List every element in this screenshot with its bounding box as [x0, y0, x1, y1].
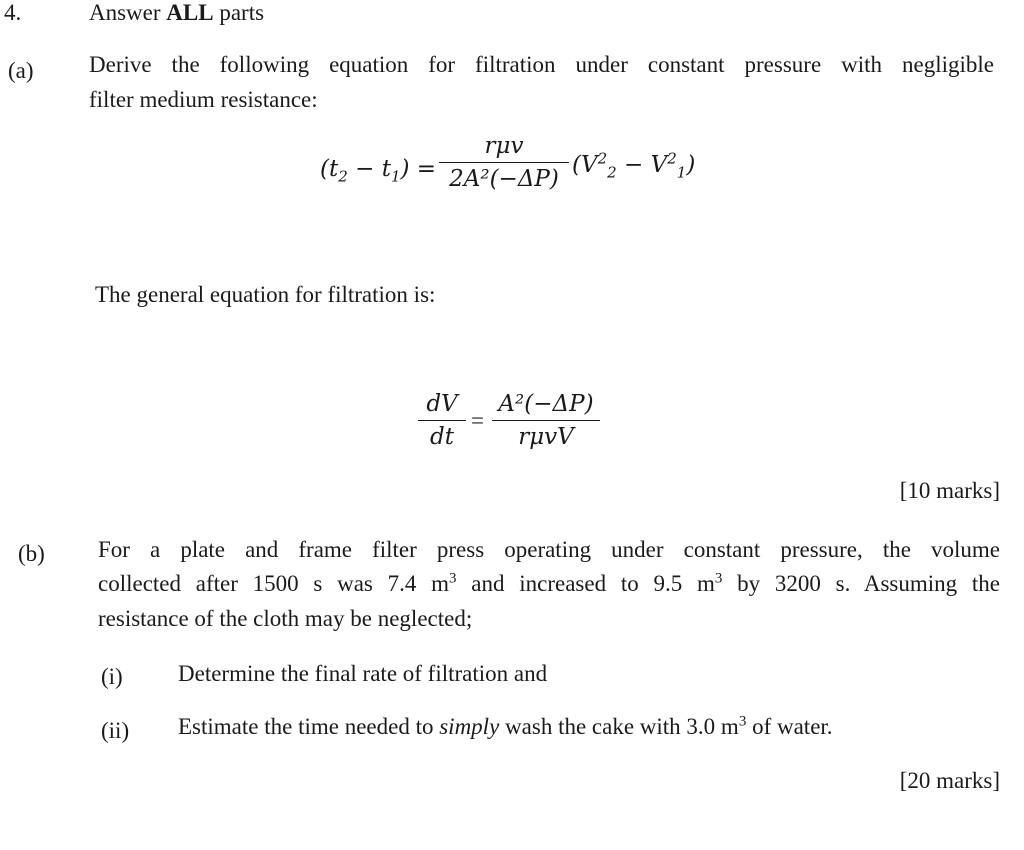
question-instruction — [89, 0, 264, 26]
equation1-fraction-bar — [439, 162, 569, 163]
equation2-rhs-bar — [492, 420, 600, 421]
general-equation-text: The general equation for filtration is: — [95, 282, 436, 307]
equation1-denominator: 2A²(−ΔP) — [449, 166, 559, 192]
equation2-rhs-denominator: rμvV — [518, 424, 574, 450]
part-b-line2: collected after 1500 s was 7.4 $m^3$ and increased to 9.5 $m^3$ by 3200 s. Assuming the — [98, 570, 1000, 596]
equation1-lhs: $(t_2 - t_1)$ = — [320, 156, 437, 186]
equation1-numerator: rμv — [484, 133, 524, 159]
part-a-line2: filter medium resistance: — [89, 87, 318, 112]
instruction-bold: ALL — [166, 0, 214, 25]
part-a-label: (a) — [8, 58, 34, 83]
equation1-fraction — [439, 133, 569, 192]
equation2-equals: = — [471, 408, 484, 433]
question-number: 4. — [4, 0, 22, 25]
part-a-line1: Derive the following equation for filtration under constant pressure with negligible — [89, 52, 994, 77]
equation2-rhs-fraction — [492, 391, 600, 450]
sub-ii-label: (ii) — [101, 718, 130, 743]
equation2-lhs-bar — [418, 420, 466, 421]
equation2-lhs-denominator: dt — [430, 424, 454, 450]
instruction-prefix: Answer — [89, 0, 167, 25]
part-b-line3: resistance of the cloth may be neglected; — [98, 606, 473, 631]
equation1-tail: $(V^2_2 - V^2_1)$ — [572, 149, 696, 182]
equation2-lhs-fraction — [418, 391, 466, 450]
part-a-marks: [10 marks] — [899, 478, 1000, 503]
sub-i-label: (i) — [101, 664, 123, 689]
sub-ii-text: Estimate the time needed to simply wash the cake with 3.0 $m^3$ of water. — [178, 713, 833, 739]
sub-i-text: Determine the final rate of filtration and — [178, 661, 548, 686]
part-b-marks: [20 marks] — [899, 768, 1000, 793]
part-b-label: (b) — [18, 541, 45, 566]
instruction-suffix: parts — [213, 0, 265, 25]
part-b-line1: For a plate and frame filter press operating under constant pressure, the volume — [98, 537, 1000, 562]
equation2-rhs-numerator: A²(−ΔP) — [498, 391, 594, 417]
equation2-lhs-numerator: dV — [426, 391, 458, 417]
